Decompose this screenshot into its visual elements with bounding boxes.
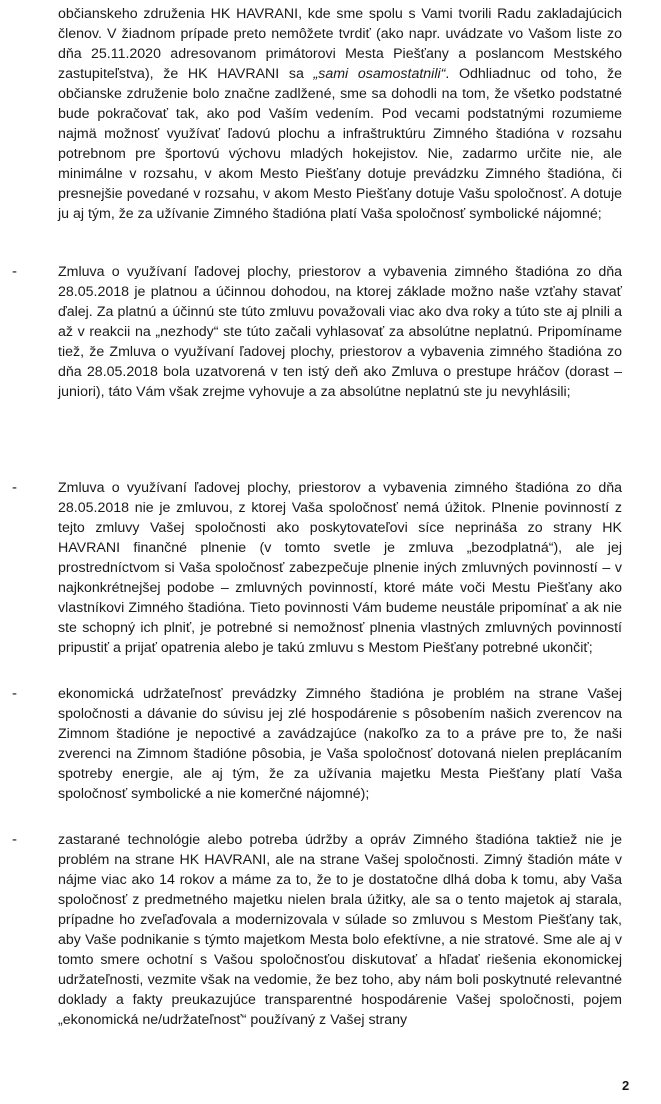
paragraph-text: Zmluva o využívaní ľadovej plochy, priestorov a vybavenia zimného štadióna zo dňa 28.05.2018 nie je zmluvou, z ktorej Vaša spoločnosť nemá úžitok. Plnenie povinností z tejto zmluvy Vašej spoločnosti ako poskytovateľovi síce neprináša zo strany HK HAVRANI finančné plnenie (v tomto svetle je zmluva „bezodplatná“), ale jej prostredníctvom si Vaša spoločnosť zabezpečuje plnenie iných zmluvných povinností – v najkonkrétnejšej podobe – zmluvných povinností, ktoré máte voči Mestu Piešťany ako vlastníkovi Zimného štadióna. Tieto povinnosti Vám budeme neustále pripomínať a ak nie ste schopný ich plniť, je potrebné si nemožnosť plnenia vlastných zmluvných povinností pripustiť a prijať opatrenia alebo je takú zmluvu s Mestom Piešťany potrebné ukončiť; [58, 480, 622, 656]
page-number: 2 [622, 1078, 630, 1093]
bullet-dash: - [12, 479, 17, 496]
paragraph-bullet-4 [58, 830, 622, 1030]
paragraph-text: zastarané technológie alebo potreba údržby a opráv Zimného štadióna taktiež nie je problém na strane HK HAVRANI, ale na strane Vašej spoločnosti. Zimný štadión máte v nájme viac ako 14 rokov a máme za to, že to je dostatočne dlhá doba k tomu, aby Vaša spoločnosť z predmetného majetku nielen brala úžitky, ale sa o tento majetok aj starala, prípadne ho zveľaďovala a modernizovala v súlade so zmluvou s Mestom Piešťany tak, aby Vaše podnikanie s týmto majetkom Mesta bolo efektívne, a nie stratové. Sme ale aj v tomto smere ochotní s Vašou spoločnosťou diskutovať a hľadať riešenia ekonomickej udržateľnosti, vezmite však na vedomie, že bez toho, aby nám boli poskytnuté relevantné doklady a fakty preukazujúce transparentné hospodárenie Vašej spoločnosti, pojem „ekonomická ne/udržateľnosť“ používaný z Vašej strany [58, 832, 622, 1028]
paragraph-bullet-1 [58, 262, 622, 402]
paragraph-text: ekonomická udržateľnosť prevádzky Zimného štadióna je problém na strane Vašej spoločnosti a dávanie do súvisu jej zlé hospodárenie s pôsobením našich zverencov na Zimnom štadióne je nepoctivé a zavádzajúce (nakoľko za to a práve pre to, že naši zverenci na Zimnom štadióne pôsobia, je Vaša spoločnosť dotovaná nielen preplácaním spotreby energie, ale aj tým, že za užívania majetku Mesta Piešťany platí Vaša spoločnosť symbolické a nie komerčné nájomné); [58, 686, 622, 802]
paragraph-text-part: . Odhliadnuc od toho, že občianske združenie bolo značne zadlžené, sme sa dohodli na tom, že všetko podstatné bude pokračovať tak, ako pod Vaším vedením. Pod vecami podstatnými rozumieme najmä možnosť využívať ľadovú plochu a infraštruktúru Zimného štadióna v rozsahu potrebnom pre športovú výchovu mladých hokejistov. Nie, zadarmo určite nie, ale minimálne v rozsahu, v akom Mesto Piešťany dotuje prevádzku Zimného štadióna, či presnejšie povedané v rozsahu, v akom Mesto Piešťany dotuje Vašu spoločnosť. A dotuje ju aj tým, že za užívanie Zimného štadióna platí Vaša spoločnosť symbolické nájomné; [58, 66, 622, 222]
bullet-dash: - [12, 263, 17, 280]
bullet-dash: - [12, 685, 17, 702]
paragraph-text-part: občianskeho združenia HK HAVRANI, kde sme spolu s Vami tvorili Radu zakladajúcich členov. V žiadnom prípade preto nemôžete tvrdiť (ako napr. uvádzate vo Vašom liste zo dňa 25.11.2020 adresovanom primátorovi Mesta Piešťany a poslancom Mestského zastupiteľstva), že HK HAVRANI sa [58, 6, 622, 82]
bullet-dash: - [12, 831, 17, 848]
paragraph-bullet-2 [58, 478, 622, 658]
paragraph-italic-quote: „sami osamostatnili“ [313, 66, 446, 82]
paragraph-intro [58, 4, 622, 224]
paragraph-bullet-3 [58, 684, 622, 804]
paragraph-text: Zmluva o využívaní ľadovej plochy, priestorov a vybavenia zimného štadióna zo dňa 28.05.2018 je platnou a účinnou dohodou, na ktorej základe možno naše vzťahy stavať ďalej. Za platnú a účinnú ste túto zmluvu považovali viac ako dva roky a túto ste aj plnili a až v reakcii na „nezhody“ ste túto začali vyhlasovať za absolútne neplatnú. Pripomíname tiež, že Zmluva o využívaní ľadovej plochy, priestorov a vybavenia zimného štadióna zo dňa 28.05.2018 bola uzatvorená v ten istý deň ako Zmluva o prestupe hráčov (dorast – juniori), táto Vám však zrejme vyhovuje a za absolútne neplatnú ste ju nevyhlásili; [58, 264, 622, 400]
paragraph-text [58, 4, 622, 224]
